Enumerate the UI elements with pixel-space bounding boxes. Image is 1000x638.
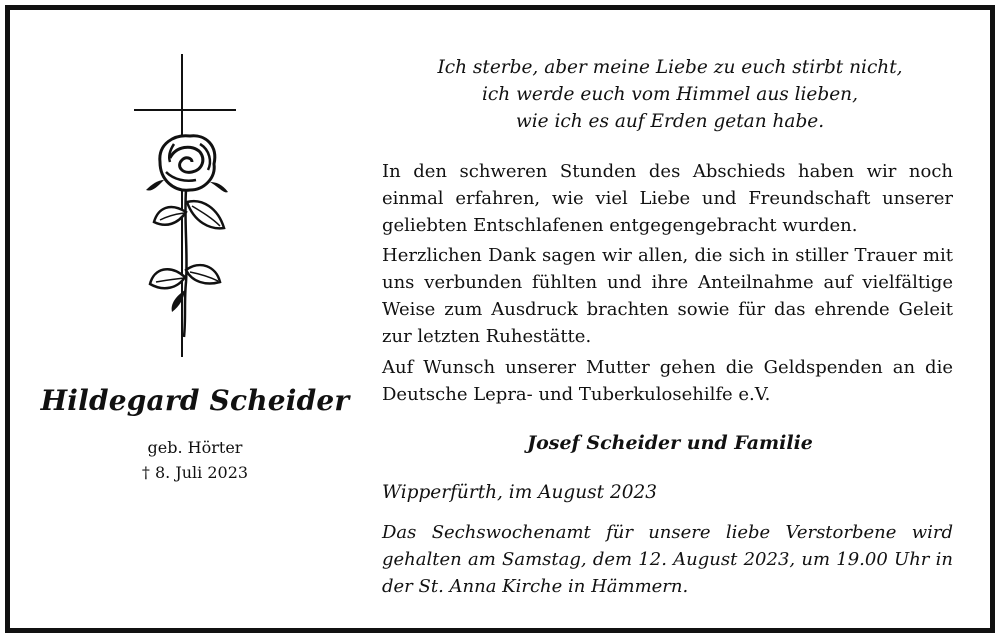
death-date: † 8. Juli 2023 [141, 463, 249, 482]
place-date: Wipperfürth, im August 2023 [382, 482, 658, 503]
left-column [10, 10, 380, 628]
quote-line: ich werde euch vom Himmel aus lieben, [482, 84, 858, 105]
obituary-card [5, 5, 995, 633]
right-column [380, 10, 960, 628]
quote-line: Ich sterbe, aber meine Liebe zu euch stirbt nicht, [437, 57, 903, 78]
quote-line: wie ich es auf Erden getan habe. [515, 111, 825, 132]
cross-with-rose-icon [130, 52, 240, 357]
mass-notice: Das Sechswochenamt für unsere liebe Verstorbene wird gehalten am Samstag, dem 12. August 2023, um 19.00 Uhr in der St. Anna Kirche in Hämmern. [382, 522, 953, 597]
deceased-name: Hildegard Scheider [40, 384, 350, 417]
donation-paragraph: Auf Wunsch unserer Mutter gehen die Geldspenden an die Deutsche Lepra- und Tuberkulosehilfe e.V. [382, 357, 953, 405]
maiden-name: geb. Hörter [147, 438, 243, 457]
signature: Josef Scheider und Familie [527, 432, 813, 454]
quote [380, 54, 960, 135]
thanks-paragraph-1: In den schweren Stunden des Abschieds haben wir noch einmal erfahren, wie viel Liebe und Freundschaft unserer geliebten Entschlafenen entgegengebracht wurden. [382, 161, 953, 236]
thanks-paragraph-2: Herzlichen Dank sagen wir allen, die sich in stiller Trauer mit uns verbunden fühlten und ihre Anteilnahme auf vielfältige Weise zum Ausdruck brachten sowie für das ehrende Geleit zur letzten Ruhestätte. [382, 245, 953, 347]
